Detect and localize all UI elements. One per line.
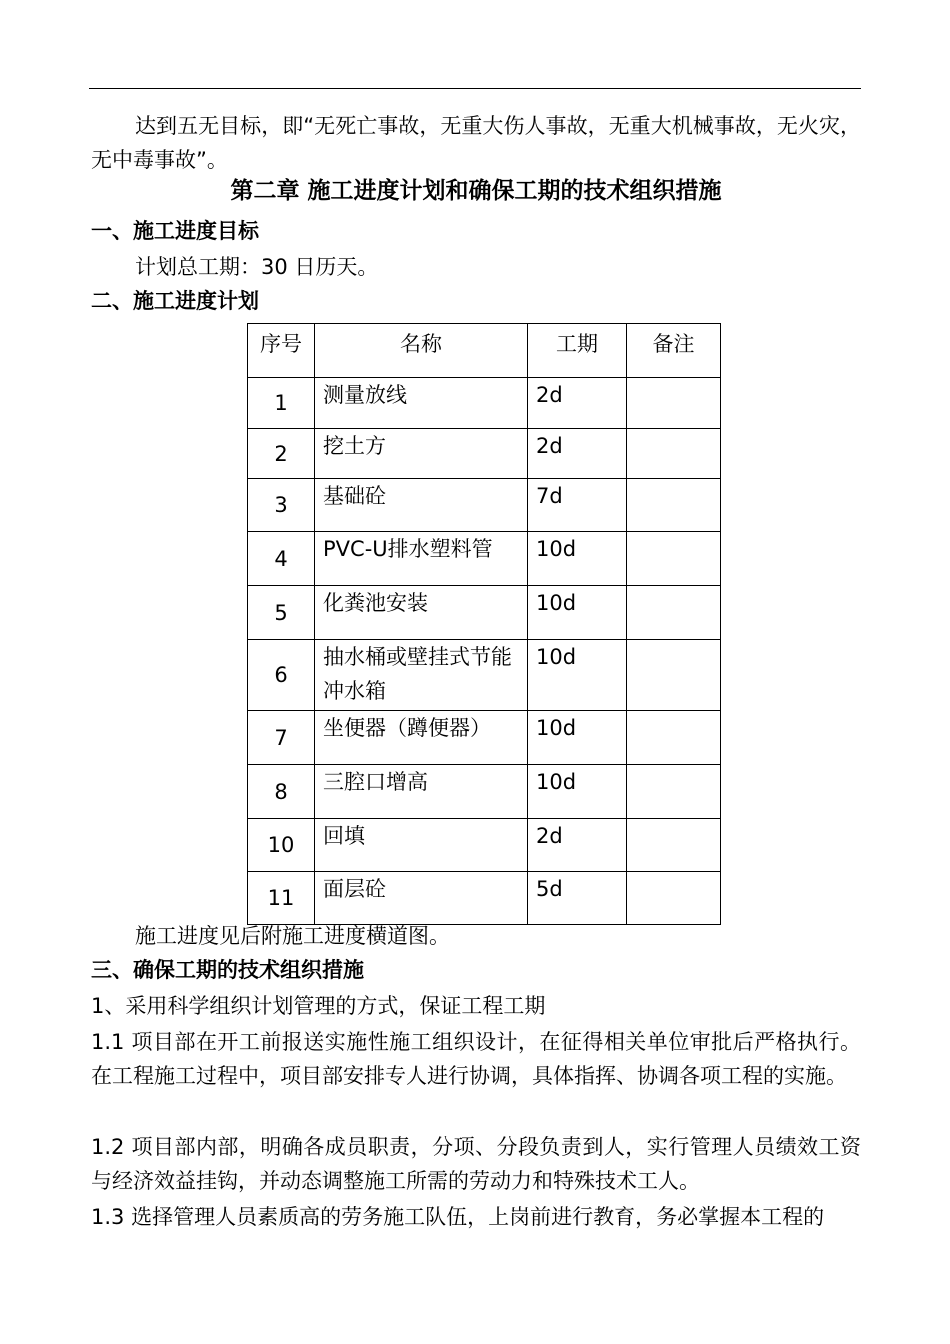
safety-goal-paragraph: 达到五无目标，即“无死亡事故，无重大伤人事故，无重大机械事故，无火灾，无中毒事故”。	[91, 114, 861, 172]
section3-heading: 三、确保工期的技术组织措施	[91, 958, 364, 982]
header-name: 名称	[315, 324, 528, 378]
table-row	[248, 640, 721, 711]
table-row	[248, 532, 721, 586]
total-duration-text: 计划总工期：30 日历天。	[135, 255, 379, 279]
row-name: 面层砼	[315, 872, 528, 925]
row-days: 10d	[528, 586, 627, 640]
row-days: 10d	[528, 711, 627, 765]
row-days: 10d	[528, 765, 627, 819]
row-name: 挖土方	[315, 429, 528, 479]
row-note	[627, 586, 721, 640]
table-row	[248, 819, 721, 872]
table-header-row	[248, 324, 721, 378]
row-note	[627, 378, 721, 429]
row-no: 6	[248, 640, 315, 711]
row-note	[627, 872, 721, 925]
row-name: 基础砼	[315, 479, 528, 532]
table-row	[248, 429, 721, 479]
row-days: 2d	[528, 819, 627, 872]
schedule-table	[247, 323, 721, 925]
table-row	[248, 479, 721, 532]
row-note	[627, 479, 721, 532]
row-note	[627, 819, 721, 872]
table-row	[248, 765, 721, 819]
row-name: 坐便器（蹲便器）	[315, 711, 528, 765]
row-note	[627, 765, 721, 819]
measure-item-1: 1、采用科学组织计划管理的方式，保证工程工期	[91, 994, 546, 1018]
measure-item-1-1: 1.1 项目部在开工前报送实施性施工组织设计，在征得相关单位审批后严格执行。在工程施工过程中，项目部安排专人进行协调，具体指挥、协调各项工程的实施。	[91, 1030, 861, 1088]
row-no: 1	[248, 378, 315, 429]
row-note	[627, 711, 721, 765]
row-note	[627, 532, 721, 586]
measure-item-1-2: 1.2 项目部内部，明确各成员职责，分项、分段负责到人，实行管理人员绩效工资与经济效益挂钩，并动态调整施工所需的劳动力和特殊技术工人。	[91, 1135, 861, 1193]
table-row	[248, 872, 721, 925]
header-no: 序号	[248, 324, 315, 378]
section1-heading: 一、施工进度目标	[91, 219, 259, 243]
row-name: 化粪池安装	[315, 586, 528, 640]
row-name: 抽水桶或壁挂式节能冲水箱	[315, 640, 528, 711]
row-no: 5	[248, 586, 315, 640]
row-no: 2	[248, 429, 315, 479]
section2-heading: 二、施工进度计划	[91, 289, 259, 313]
row-no: 10	[248, 819, 315, 872]
row-name: PVC-U排水塑料管	[315, 532, 528, 586]
row-no: 7	[248, 711, 315, 765]
row-no: 4	[248, 532, 315, 586]
measure-item-1-3: 1.3 选择管理人员素质高的劳务施工队伍，上岗前进行教育，务必掌握本工程的	[91, 1205, 825, 1229]
chapter-title: 第二章 施工进度计划和确保工期的技术组织措施	[230, 178, 722, 204]
row-days: 2d	[528, 429, 627, 479]
table-row	[248, 378, 721, 429]
row-days: 10d	[528, 532, 627, 586]
row-no: 3	[248, 479, 315, 532]
row-name: 三腔口增高	[315, 765, 528, 819]
row-name: 回填	[315, 819, 528, 872]
row-note	[627, 640, 721, 711]
row-note	[627, 429, 721, 479]
row-name: 测量放线	[315, 378, 528, 429]
header-rule	[89, 88, 861, 89]
header-note: 备注	[627, 324, 721, 378]
row-no: 11	[248, 872, 315, 925]
row-no: 8	[248, 765, 315, 819]
row-days: 7d	[528, 479, 627, 532]
row-days: 2d	[528, 378, 627, 429]
table-row	[248, 711, 721, 765]
header-days: 工期	[528, 324, 627, 378]
row-days: 5d	[528, 872, 627, 925]
row-days: 10d	[528, 640, 627, 711]
table-row	[248, 586, 721, 640]
schedule-reference-text: 施工进度见后附施工进度横道图。	[135, 924, 450, 948]
